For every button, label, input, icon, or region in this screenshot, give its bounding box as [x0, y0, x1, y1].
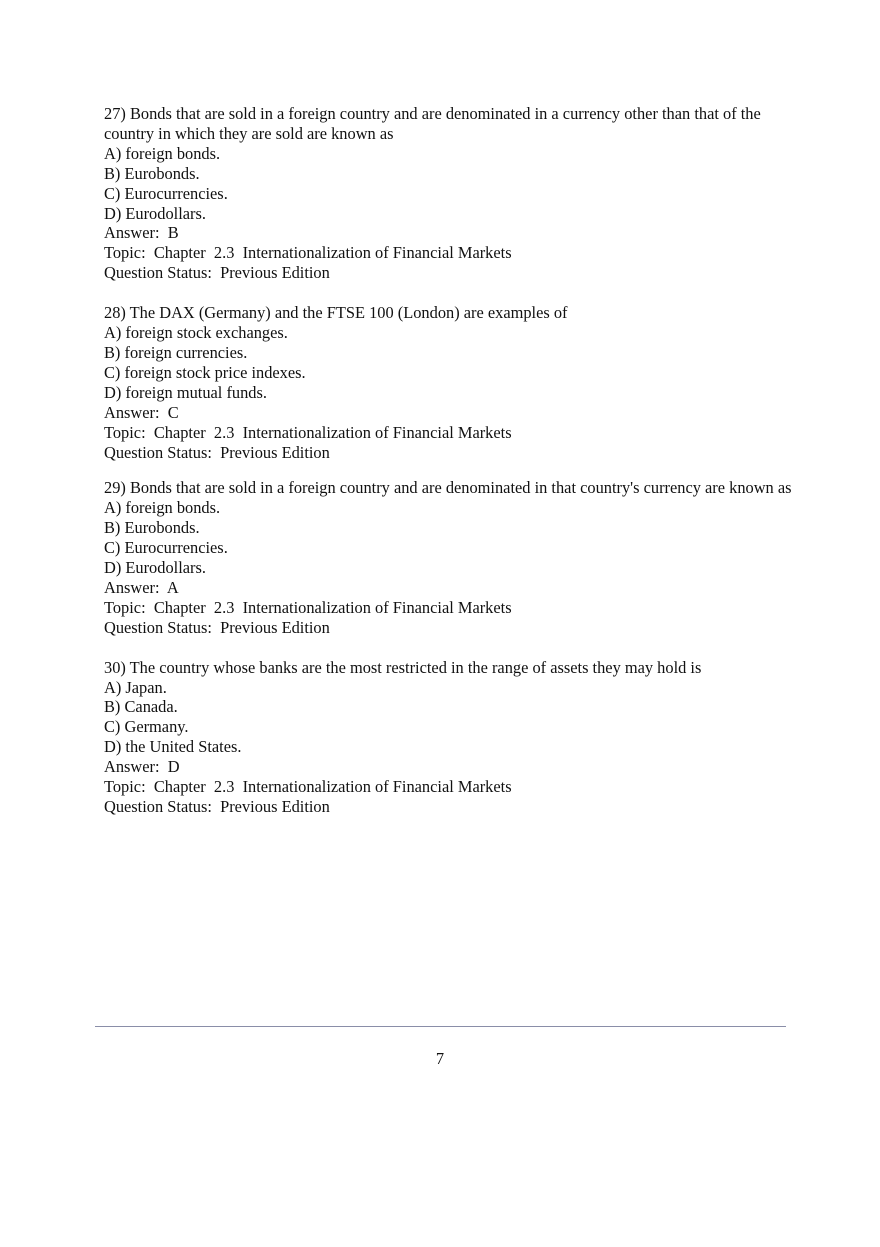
option-c: C) Germany. — [104, 717, 189, 737]
option-b: B) Canada. — [104, 697, 178, 717]
option-c: C) Eurocurrencies. — [104, 183, 228, 203]
answer-line: Answer: B — [104, 223, 179, 243]
option-b: B) foreign currencies. — [104, 342, 248, 362]
status-line: Question Status: Previous Edition — [104, 617, 330, 637]
option-d: D) the United States. — [104, 737, 242, 757]
answer-line: Answer: D — [104, 757, 180, 777]
option-d: D) Eurodollars. — [104, 558, 206, 578]
question-stem: 27) Bonds that are sold in a foreign country and are denominated in a currency other than that of the country in which they are sold are known as — [104, 104, 765, 143]
question-30 — [104, 658, 794, 817]
question-stem: 29) Bonds that are sold in a foreign country and are denominated in that country's currency are known as — [104, 478, 792, 498]
topic-line: Topic: Chapter 2.3 Internationalization of Financial Markets — [104, 597, 512, 617]
option-d: D) Eurodollars. — [104, 203, 206, 223]
footer-divider — [95, 1026, 786, 1027]
topic-line: Topic: Chapter 2.3 Internationalization of Financial Markets — [104, 243, 512, 263]
page-number: 7 — [435, 1049, 445, 1068]
option-a: A) foreign stock exchanges. — [104, 323, 288, 343]
option-a: A) Japan. — [104, 677, 167, 697]
question-27 — [104, 104, 794, 283]
answer-line: Answer: A — [104, 577, 179, 597]
document-body — [104, 104, 794, 817]
question-29 — [104, 478, 794, 637]
answer-line: Answer: C — [104, 402, 179, 422]
option-a: A) foreign bonds. — [104, 143, 221, 163]
status-line: Question Status: Previous Edition — [104, 263, 330, 283]
option-b: B) Eurobonds. — [104, 518, 200, 538]
topic-line: Topic: Chapter 2.3 Internationalization of Financial Markets — [104, 777, 512, 797]
option-a: A) foreign bonds. — [104, 498, 221, 518]
option-c: C) foreign stock price indexes. — [104, 362, 306, 382]
status-line: Question Status: Previous Edition — [104, 442, 330, 462]
option-b: B) Eurobonds. — [104, 163, 200, 183]
option-c: C) Eurocurrencies. — [104, 538, 228, 558]
option-d: D) foreign mutual funds. — [104, 382, 267, 402]
question-stem: 30) The country whose banks are the most restricted in the range of assets they may hold is — [104, 657, 702, 677]
topic-line: Topic: Chapter 2.3 Internationalization of Financial Markets — [104, 422, 512, 442]
status-line: Question Status: Previous Edition — [104, 797, 330, 816]
question-stem: 28) The DAX (Germany) and the FTSE 100 (London) are examples of — [104, 303, 568, 323]
question-28 — [104, 303, 794, 462]
